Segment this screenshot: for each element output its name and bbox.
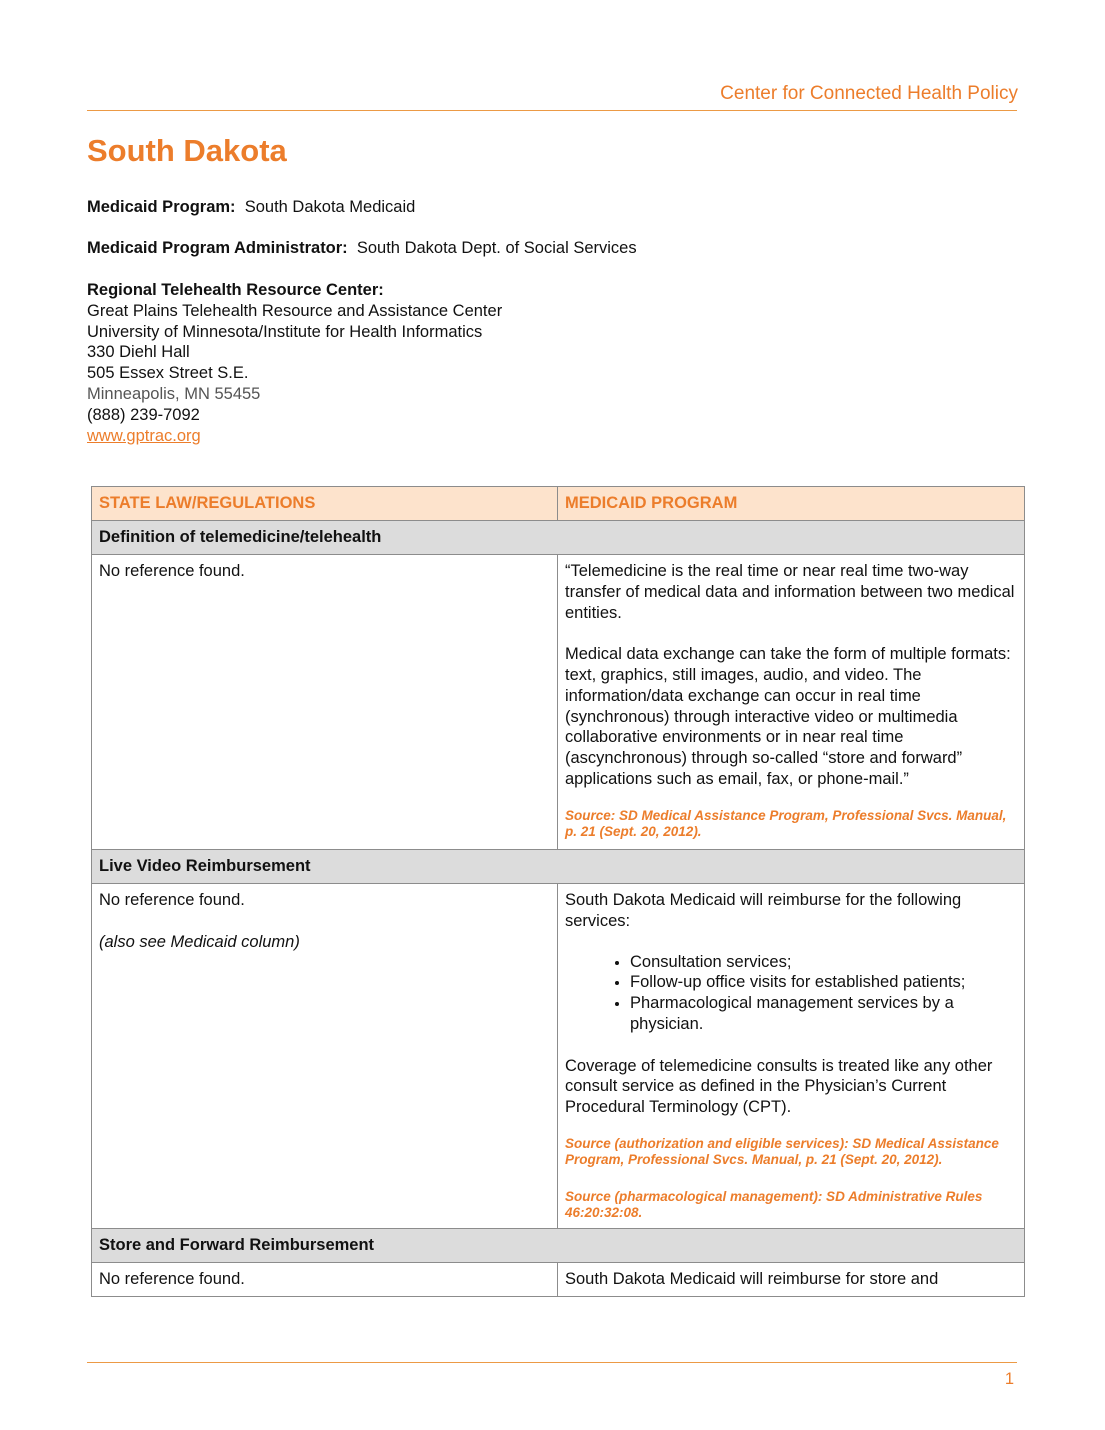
state-law-text: No reference found. bbox=[99, 562, 245, 580]
table-row bbox=[92, 884, 1025, 1229]
page-title: South Dakota bbox=[87, 133, 287, 168]
medicaid-consult-coverage-text: Coverage of telemedicine consults is treated like any other consult service as defined in the Physician’s Current Procedural Terminology (CPT). bbox=[565, 1056, 993, 1117]
table-row bbox=[92, 555, 1025, 850]
list-item: • Consultation services; bbox=[630, 952, 1017, 973]
covered-services-list bbox=[565, 952, 1017, 1035]
resource-center-street: 505 Essex Street S.E. bbox=[87, 364, 249, 383]
medicaid-store-forward-text: South Dakota Medicaid will reimburse for store and bbox=[565, 1269, 939, 1288]
list-item: • Follow-up office visits for established patients; bbox=[630, 972, 1017, 993]
section-title-store-forward: Store and Forward Reimbursement bbox=[92, 1228, 1025, 1262]
medicaid-program-line bbox=[87, 197, 415, 218]
list-item: • Pharmacological management services by a physician. bbox=[630, 993, 1017, 1035]
section-title-definition: Definition of telemedicine/telehealth bbox=[92, 521, 1025, 555]
header-divider bbox=[87, 110, 1017, 111]
footer-divider bbox=[87, 1362, 1017, 1363]
resource-center-building: 330 Diehl Hall bbox=[87, 343, 190, 362]
table-row bbox=[92, 1262, 1025, 1296]
medicaid-live-video-intro: South Dakota Medicaid will reimburse for the following services: bbox=[565, 891, 962, 930]
resource-center-block bbox=[87, 280, 502, 446]
section-title-live-video: Live Video Reimbursement bbox=[92, 850, 1025, 884]
resource-center-website-link[interactable]: www.gptrac.org bbox=[87, 426, 201, 445]
section-header-row bbox=[92, 850, 1025, 884]
state-law-cell bbox=[92, 555, 558, 850]
source-citation: Source (authorization and eligible services): SD Medical Assistance Program, Professional Svcs. Manual, p. 21 (Sept. 20, 2012). bbox=[565, 1135, 999, 1168]
administrator-value: South Dakota Dept. of Social Services bbox=[356, 239, 637, 257]
policy-table bbox=[91, 486, 1025, 1297]
medicaid-program-value: South Dakota Medicaid bbox=[244, 198, 416, 216]
state-law-text: No reference found. bbox=[99, 1269, 245, 1288]
column-header-medicaid-program: MEDICAID PROGRAM bbox=[558, 487, 1025, 521]
page-number: 1 bbox=[1004, 1370, 1014, 1388]
column-header-state-law: STATE LAW/REGULATIONS bbox=[92, 487, 558, 521]
resource-center-institution: University of Minnesota/Institute for Health Informatics bbox=[87, 322, 483, 341]
medicaid-cell bbox=[558, 884, 1025, 1229]
medicaid-program-label: Medicaid Program: bbox=[87, 198, 236, 216]
medicaid-cell bbox=[558, 1262, 1025, 1296]
section-header-row bbox=[92, 521, 1025, 555]
state-law-cell bbox=[92, 1262, 558, 1296]
medicaid-definition-text: “Telemedicine is the real time or near real time two-way transfer of medical data and information between two medical entities. bbox=[565, 562, 1015, 622]
header-org-name: Center for Connected Health Policy bbox=[720, 83, 1018, 104]
section-header-row bbox=[92, 1228, 1025, 1262]
source-citation: Source (pharmacological management): SD Administrative Rules 46:20:32:08. bbox=[565, 1188, 983, 1221]
resource-center-label: Regional Telehealth Resource Center: bbox=[87, 281, 384, 299]
medicaid-cell bbox=[558, 555, 1025, 850]
state-law-text: No reference found. bbox=[99, 891, 245, 909]
resource-center-city: Minneapolis, MN 55455 bbox=[87, 384, 261, 403]
medicaid-definition-formats: Medical data exchange can take the form of multiple formats: text, graphics, still images, audio, and video. The information/data exchange can occur in real time (synchronous) through interactive video or multimedia collaborative environments or in near real time (ascynchronous) through so-called “store and forward” applications such as email, fax, or phone-mail.” bbox=[565, 645, 1011, 788]
table-header-row bbox=[92, 487, 1025, 521]
resource-center-phone: (888) 239-7092 bbox=[87, 405, 200, 424]
state-law-cell bbox=[92, 884, 558, 1229]
source-citation: Source: SD Medical Assistance Program, Professional Svcs. Manual, p. 21 (Sept. 20, 2012). bbox=[565, 807, 1007, 840]
resource-center-name: Great Plains Telehealth Resource and Assistance Center bbox=[87, 301, 503, 320]
state-law-note: (also see Medicaid column) bbox=[99, 932, 300, 951]
administrator-label: Medicaid Program Administrator: bbox=[87, 239, 348, 257]
administrator-line bbox=[87, 238, 637, 259]
